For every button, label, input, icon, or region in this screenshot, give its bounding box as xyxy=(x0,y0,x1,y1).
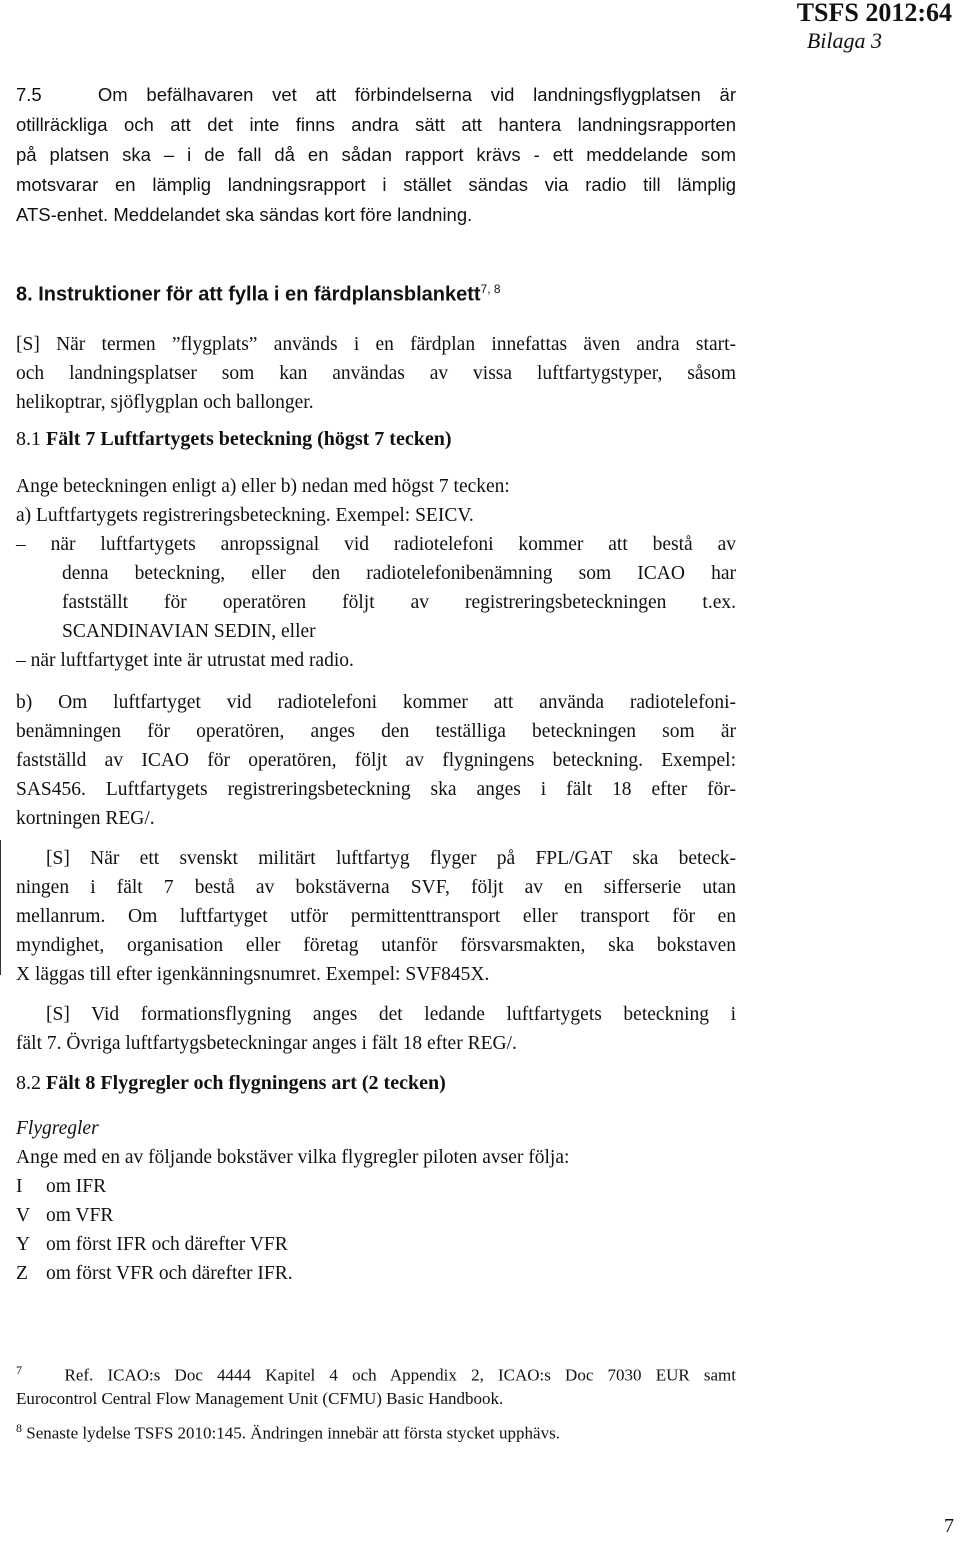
text-line: b) Om luftfartyget vid radiotelefoni kommer att använda radiotelefoni- xyxy=(16,692,736,713)
document-code: TSFS 2012:64 xyxy=(796,0,952,27)
section-title: Fält 7 Luftfartygets beteckning (högst 7 tecken) xyxy=(46,428,452,450)
rule-letter: Z xyxy=(16,1263,28,1284)
dash-item-no-radio: – när luftfartyget inte är utrustat med radio. xyxy=(16,650,354,671)
change-bar xyxy=(0,840,1,975)
section-number: 8.1 xyxy=(16,428,41,450)
text-line: helikoptrar, sjöflygplan och ballonger. xyxy=(16,392,314,413)
text-line: kortningen REG/. xyxy=(16,808,155,829)
text-line: denna beteckning, eller den radiotelefonibenämning som ICAO har xyxy=(62,563,736,584)
footnote-text: Ref. ICAO:s Doc 4444 Kapitel 4 och Appendix 2, ICAO:s Doc 7030 EUR samt xyxy=(64,1365,736,1385)
rule-letter: Y xyxy=(16,1234,31,1255)
rule-item xyxy=(16,1201,113,1230)
rule-item xyxy=(16,1172,106,1201)
footnote-7-cont: Eurocontrol Central Flow Management Unit (CFMU) Basic Handbook. xyxy=(16,1389,504,1408)
section-8-1-heading xyxy=(16,428,452,451)
rule-text: om först IFR och därefter VFR xyxy=(46,1234,288,1255)
section-8-heading xyxy=(16,282,501,307)
text-line: [S] När termen ”flygplats” används i en färdplan innefattas även andra start- xyxy=(16,334,736,355)
text-line: [S] Vid formationsflygning anges det ledande luftfartygets beteckning i xyxy=(46,1004,736,1025)
section-number: 8. xyxy=(16,283,33,306)
footnote-ref: 7, 8 xyxy=(480,282,501,296)
section-7-5-line: motsvarar en lämplig landningsrapport i stället sändas via radio till lämplig xyxy=(16,174,736,195)
option-a: a) Luftfartygets registreringsbeteckning. Exempel: SEICV. xyxy=(16,505,474,526)
text-line: SAS456. Luftfartygets registreringsbeteckning ska anges i fält 18 efter för- xyxy=(16,779,736,800)
section-number: 7.5 xyxy=(16,84,42,105)
text-line: mellanrum. Om luftfartyget utför permittenttransport eller transport för en xyxy=(16,906,736,927)
footnote-8 xyxy=(16,1414,560,1448)
section-8-2-heading xyxy=(16,1072,446,1095)
flight-rules-intro: Ange med en av följande bokstäver vilka flygregler piloten avser följa: xyxy=(16,1147,570,1168)
section-7-5-line xyxy=(16,80,736,110)
text-line: myndighet, organisation eller företag utanför försvarsmakten, ska bokstaven xyxy=(16,935,736,956)
footnote-number: 7 xyxy=(16,1363,22,1377)
page-number: 7 xyxy=(944,1515,954,1537)
text-line: X läggas till efter igenkänningsnumret. Exempel: SVF845X. xyxy=(16,964,490,985)
text-line: benämningen för operatören, anges den teställiga beteckningen som är xyxy=(16,721,736,742)
section-title: Instruktioner för att fylla i en färdplansblankett xyxy=(38,283,481,306)
section-7-5-line: på platsen ska – i de fall då en sådan rapport krävs - ett meddelande som xyxy=(16,144,736,165)
rule-item xyxy=(16,1230,288,1259)
footnote-text: Senaste lydelse TSFS 2010:145. Ändringen innebär att första stycket upphävs. xyxy=(26,1423,560,1443)
text-line: fastställt för operatören följt av registreringsbeteckningen t.ex. xyxy=(62,592,736,613)
text-line: – när luftfartygets anropssignal vid radiotelefoni kommer att bestå av xyxy=(16,534,736,555)
rule-text: om IFR xyxy=(46,1176,107,1197)
section-7-5-line: ATS-enhet. Meddelandet ska sändas kort före landning. xyxy=(16,204,473,225)
text-line: Om befälhavaren vet att förbindelserna vid landningsflygplatsen är xyxy=(97,84,736,105)
text-line: SCANDINAVIAN SEDIN, eller xyxy=(62,621,316,642)
section-8-1-intro: Ange beteckningen enligt a) eller b) nedan med högst 7 tecken: xyxy=(16,476,510,497)
rule-item xyxy=(16,1259,293,1288)
section-8-intro xyxy=(16,330,736,417)
military-paragraph xyxy=(16,844,736,989)
flight-rules-subheading: Flygregler xyxy=(16,1118,99,1139)
text-line: fastställd av ICAO för operatören, följt av flygningens beteckning. Exempel: xyxy=(16,750,736,771)
text-line: och landningsplatser som kan användas av vissa luftfartygstyper, såsom xyxy=(16,363,736,384)
option-b xyxy=(16,688,736,833)
section-title: Fält 8 Flygregler och flygningens art (2 tecken) xyxy=(46,1072,446,1094)
rule-letter: I xyxy=(16,1176,23,1197)
dash-item-callsign xyxy=(16,530,736,646)
footnote-number: 8 xyxy=(16,1421,22,1435)
formation-paragraph xyxy=(16,1000,736,1058)
appendix-label: Bilaga 3 xyxy=(806,28,882,53)
text-line: ningen i fält 7 bestå av bokstäverna SVF, följt av en sifferserie utan xyxy=(16,877,736,898)
rule-letter: V xyxy=(16,1205,31,1226)
text-line: [S] När ett svenskt militärt luftfartyg flyger på FPL/GAT ska beteck- xyxy=(46,848,736,869)
section-7-5-line: otillräckliga och att det inte finns andra sätt att hantera landningsrapporten xyxy=(16,114,736,135)
section-number: 8.2 xyxy=(16,1072,41,1094)
text-line: fält 7. Övriga luftfartygsbeteckningar anges i fält 18 efter REG/. xyxy=(16,1033,517,1054)
rule-text: om VFR xyxy=(46,1205,114,1226)
rule-text: om först VFR och därefter IFR. xyxy=(46,1263,293,1284)
section-7-5 xyxy=(16,80,736,230)
